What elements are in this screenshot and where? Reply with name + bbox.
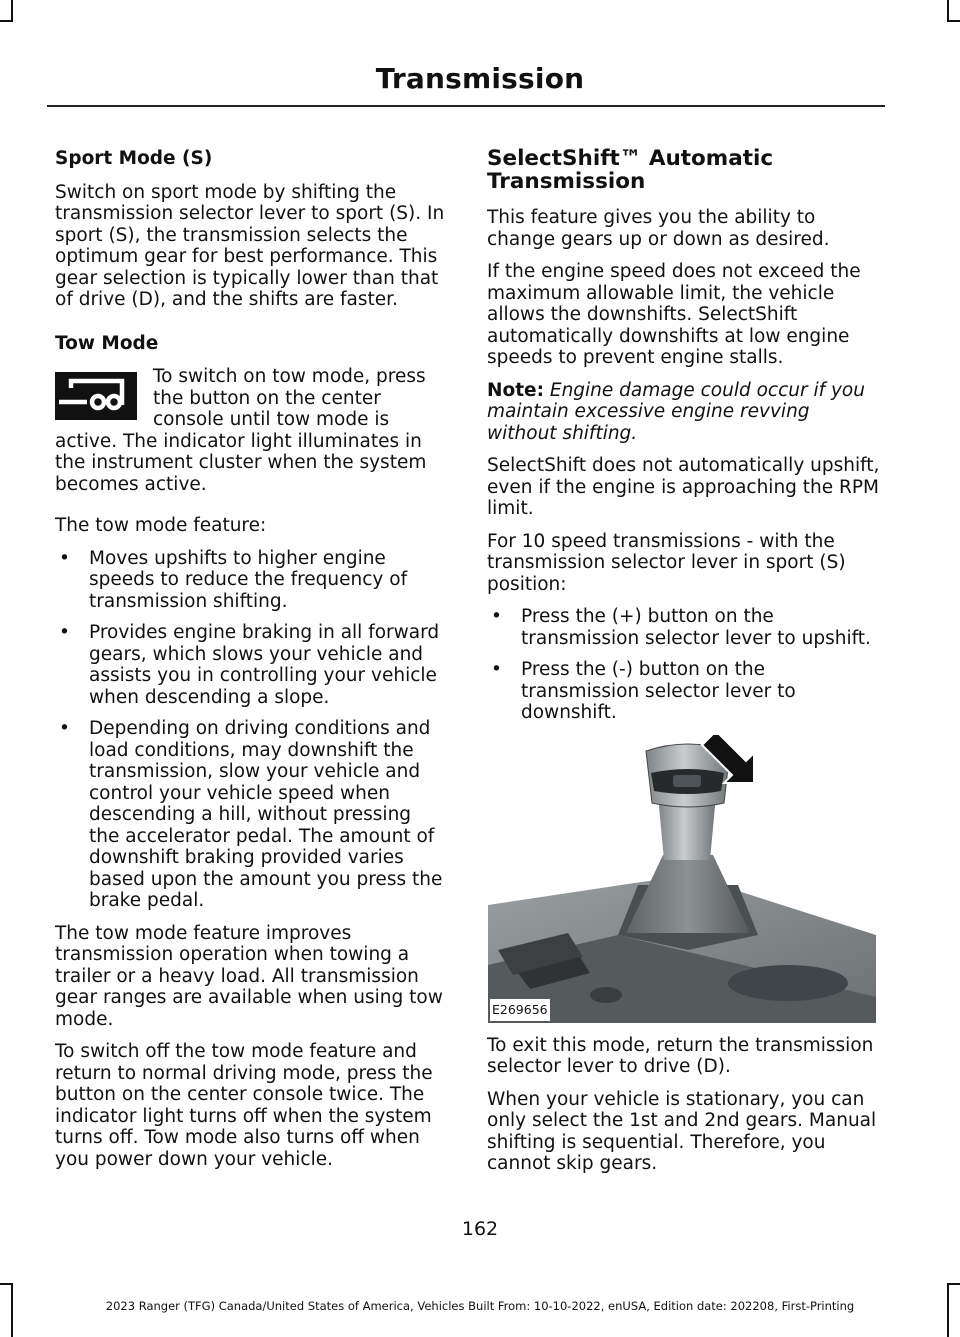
sport-mode-heading: Sport Mode (S) bbox=[55, 148, 213, 169]
tow-mode-heading: Tow Mode bbox=[55, 332, 159, 354]
crop-mark-top-right-v bbox=[947, 0, 949, 22]
sport-mode-paragraph: Switch on sport mode by shifting the transmission selector lever to sport (S). In sport (S), the transmission selects the optimum gear for best performance. This gear selection is typically lower than that of drive (D), and the shifts are faster. bbox=[55, 181, 445, 310]
crop-mark-top-left-h bbox=[0, 20, 13, 22]
header-rule bbox=[47, 105, 885, 107]
edition-footer: 2023 Ranger (TFG) Canada/United States of America, Vehicles Built From: 10-10-2022, enUSA, Edition date: 202208, First-Printing bbox=[105, 1299, 855, 1313]
ten-speed-intro: For 10 speed transmissions - with the transmission selector lever in sport (S) position: bbox=[487, 530, 846, 595]
note bbox=[487, 380, 882, 445]
exit-paragraph: To exit this mode, return the transmission selector lever to drive (D). bbox=[487, 1034, 874, 1077]
bullet-glyph: • bbox=[491, 606, 502, 627]
upshift-paragraph: SelectShift does not automatically upshift, even if the engine is approaching the RPM limit. bbox=[487, 455, 880, 519]
list-item bbox=[487, 659, 882, 724]
list-item bbox=[55, 622, 447, 708]
bullet-glyph: • bbox=[59, 547, 70, 569]
right-column bbox=[487, 148, 882, 1186]
tow-feature-label: The tow mode feature: bbox=[55, 515, 267, 536]
tow-mode-intro-block bbox=[55, 366, 447, 495]
page-title: Transmission bbox=[375, 62, 585, 95]
list-item-text: Depending on driving conditions and load conditions, may downshift the transmission, slow your vehicle and control your vehicle speed when descending a hill, without pressing the accelerator pedal. The amount of downshift braking provided varies based upon the amount you press the brake pedal. bbox=[89, 718, 443, 911]
list-item-text: Provides engine braking in all forward gears, which slows your vehicle and assists you in controlling your vehicle when descending a slope. bbox=[89, 622, 440, 708]
tow-off-paragraph: To switch off the tow mode feature and return to normal driving mode, press the button on the center console twice. The indicator light turns off when the system turns off. Tow mode also turns off when you power down your vehicle. bbox=[55, 1041, 433, 1170]
list-item bbox=[487, 606, 882, 649]
tow-feature-list bbox=[55, 548, 447, 912]
selectshift-list bbox=[487, 606, 882, 724]
downshift-paragraph: If the engine speed does not exceed the maximum allowable limit, the vehicle allows the downshifts. SelectShift automatically downshifts at low engine speeds to prevent engine stalls. bbox=[487, 261, 861, 368]
tow-improves-paragraph: The tow mode feature improves transmission operation when towing a trailer or a heavy load. All transmission gear ranges are available when using tow mode. bbox=[55, 922, 443, 1030]
list-item-text: Moves upshifts to higher engine speeds to reduce the frequency of transmission shifting. bbox=[89, 547, 408, 612]
crop-mark-top-left-v bbox=[11, 0, 13, 22]
bullet-glyph: • bbox=[59, 718, 70, 739]
list-item bbox=[55, 548, 447, 613]
list-item-text: Press the (+) button on the transmission selector lever to upshift. bbox=[521, 606, 871, 649]
crop-mark-top-right-h bbox=[947, 20, 960, 22]
crop-mark-bottom-left-h bbox=[0, 1283, 13, 1285]
page-number: 162 bbox=[461, 1218, 499, 1240]
note-label: Note: bbox=[487, 379, 544, 401]
selectshift-heading: SelectShift™ Automatic Transmission bbox=[487, 146, 774, 194]
gear-selector-figure bbox=[488, 735, 876, 1023]
crop-mark-bottom-right-h bbox=[947, 1283, 960, 1285]
note-text: Engine damage could occur if you maintain excessive engine revving without shifting. bbox=[487, 379, 865, 444]
bullet-glyph: • bbox=[491, 659, 502, 680]
left-column bbox=[55, 148, 447, 1181]
tow-mode-intro: To switch on tow mode, press the button on the center console until tow mode is active. The indicator light illuminates in the instrument cluster when the system becomes active. bbox=[55, 366, 427, 495]
list-item-text: Press the (-) button on the transmission selector lever to downshift. bbox=[521, 659, 796, 723]
bullet-glyph: • bbox=[59, 622, 70, 643]
stationary-paragraph: When your vehicle is stationary, you can only select the 1st and 2nd gears. Manual shifting is sequential. Therefore, you cannot skip gears. bbox=[487, 1088, 877, 1174]
tow-mode-icon bbox=[55, 372, 137, 420]
selectshift-intro: This feature gives you the ability to change gears up or down as desired. bbox=[487, 207, 830, 250]
figure-code: E269656 bbox=[490, 999, 550, 1021]
gear-selector-illustration bbox=[488, 735, 876, 1023]
list-item bbox=[55, 718, 447, 912]
